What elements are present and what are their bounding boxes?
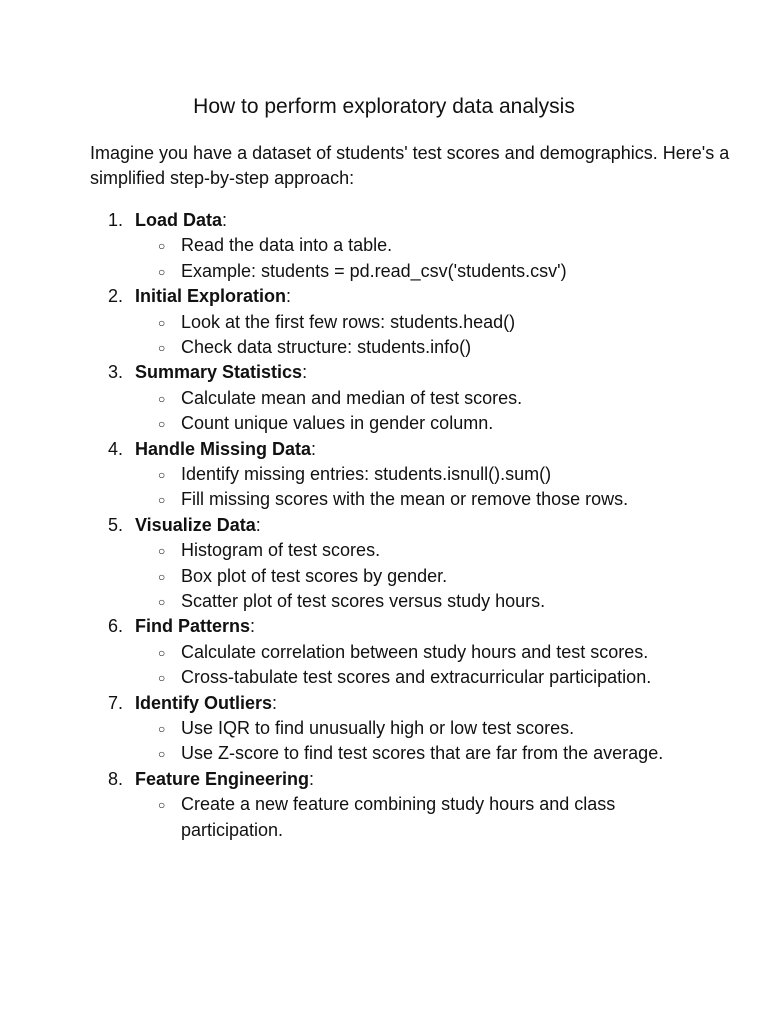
hollow-circle-bullet-icon: ○ — [158, 722, 166, 737]
step-title: Find Patterns — [135, 616, 251, 637]
step-item — [0, 767, 768, 843]
bullet-item — [0, 589, 768, 614]
bullet-text: Identify missing entries: students.isnull().sum() — [181, 464, 552, 484]
hollow-circle-bullet-icon: ○ — [158, 264, 166, 279]
step-heading — [0, 360, 768, 385]
bullet-text: Check data structure: students.info() — [181, 337, 472, 357]
hollow-circle-bullet-icon: ○ — [158, 417, 166, 432]
step-colon: : — [309, 768, 315, 789]
bullet-item — [0, 233, 768, 258]
step-number: 4. — [108, 438, 124, 459]
step-title: Initial Exploration — [135, 286, 287, 307]
bullet-text: Scatter plot of test scores versus study hours. — [181, 591, 546, 612]
step-title: Load Data — [135, 210, 223, 230]
hollow-circle-bullet-icon: ○ — [158, 747, 166, 762]
hollow-circle-bullet-icon: ○ — [158, 493, 166, 508]
bullet-item — [0, 538, 768, 563]
step-title: Identify Outliers — [135, 692, 273, 713]
step-item — [0, 208, 768, 284]
step-number: 7. — [108, 692, 124, 713]
step-colon: : — [250, 616, 256, 637]
step-number: 8. — [108, 768, 124, 789]
bullet-text: Histogram of test scores. — [181, 540, 381, 561]
step-title: Handle Missing Data — [135, 438, 312, 459]
bullet-text: Calculate correlation between study hours and test scores. — [181, 641, 649, 662]
page-title: How to perform exploratory data analysis — [193, 95, 575, 118]
bullet-text: Use Z-score to find test scores that are far from the average. — [181, 743, 664, 764]
hollow-circle-bullet-icon: ○ — [158, 544, 166, 559]
step-bullets — [0, 640, 768, 691]
step-number: 5. — [108, 514, 124, 535]
bullet-text: Read the data into a table. — [181, 235, 393, 256]
bullet-text: Box plot of test scores by gender. — [181, 565, 448, 586]
bullet-item — [0, 716, 768, 741]
hollow-circle-bullet-icon: ○ — [158, 798, 166, 813]
step-bullets — [0, 792, 768, 843]
step-bullets — [0, 716, 768, 767]
steps-list — [0, 208, 768, 843]
step-colon: : — [272, 692, 278, 713]
step-item — [0, 513, 768, 615]
bullet-text: Use IQR to find unusually high or low test scores. — [181, 718, 575, 739]
step-item — [0, 691, 768, 767]
bullet-item — [0, 792, 768, 843]
bullet-item — [0, 640, 768, 665]
step-number: 1. — [108, 210, 124, 230]
step-heading — [0, 208, 768, 233]
hollow-circle-bullet-icon: ○ — [158, 239, 166, 254]
bullet-item — [0, 462, 768, 487]
step-item — [0, 437, 768, 513]
step-number: 2. — [108, 286, 124, 307]
bullet-text: Fill missing scores with the mean or remove those rows. — [181, 489, 629, 510]
step-bullets — [0, 462, 768, 513]
hollow-circle-bullet-icon: ○ — [158, 595, 166, 610]
hollow-circle-bullet-icon: ○ — [158, 391, 166, 406]
step-heading — [0, 513, 768, 538]
bullet-item — [0, 487, 768, 512]
step-colon: : — [311, 438, 317, 459]
bullet-item — [0, 411, 768, 436]
hollow-circle-bullet-icon: ○ — [158, 341, 166, 355]
bullet-item — [0, 259, 768, 284]
hollow-circle-bullet-icon: ○ — [158, 315, 166, 330]
intro-paragraph: Imagine you have a dataset of students' test scores and demographics. Here's a simplified step-by-step approach: — [90, 143, 730, 188]
step-heading — [0, 691, 768, 716]
step-colon: : — [286, 286, 292, 307]
step-colon: : — [222, 210, 228, 230]
bullet-item — [0, 665, 768, 690]
hollow-circle-bullet-icon: ○ — [158, 645, 166, 660]
step-heading — [0, 437, 768, 462]
step-colon: : — [302, 362, 308, 383]
step-item — [0, 284, 768, 360]
step-item — [0, 360, 768, 436]
bullet-item — [0, 564, 768, 589]
step-item — [0, 614, 768, 690]
step-bullets — [0, 386, 768, 437]
bullet-item — [0, 335, 768, 360]
step-heading — [0, 614, 768, 639]
hollow-circle-bullet-icon: ○ — [158, 671, 166, 686]
step-title: Visualize Data — [135, 514, 256, 535]
step-heading — [0, 767, 768, 792]
step-number: 6. — [108, 616, 124, 637]
hollow-circle-bullet-icon: ○ — [158, 569, 166, 584]
bullet-item — [0, 386, 768, 411]
step-heading — [0, 284, 768, 309]
step-colon: : — [255, 514, 261, 535]
step-title: Summary Statistics — [135, 362, 303, 383]
hollow-circle-bullet-icon: ○ — [158, 468, 166, 482]
bullet-text: Calculate mean and median of test scores. — [181, 387, 523, 408]
bullet-text: Cross-tabulate test scores and extracurricular participation. — [181, 667, 652, 688]
step-bullets — [0, 310, 768, 361]
step-bullets — [0, 538, 768, 614]
bullet-text: Example: students = pd.read_csv('students.csv') — [181, 260, 567, 281]
step-bullets — [0, 233, 768, 284]
step-title: Feature Engineering — [135, 768, 310, 789]
bullet-item — [0, 310, 768, 335]
bullet-text: Look at the first few rows: students.head() — [181, 311, 516, 332]
bullet-item — [0, 741, 768, 766]
bullet-text: Create a new feature combining study hours and class participation. — [181, 794, 616, 840]
bullet-text: Count unique values in gender column. — [181, 413, 494, 434]
step-number: 3. — [108, 362, 124, 383]
